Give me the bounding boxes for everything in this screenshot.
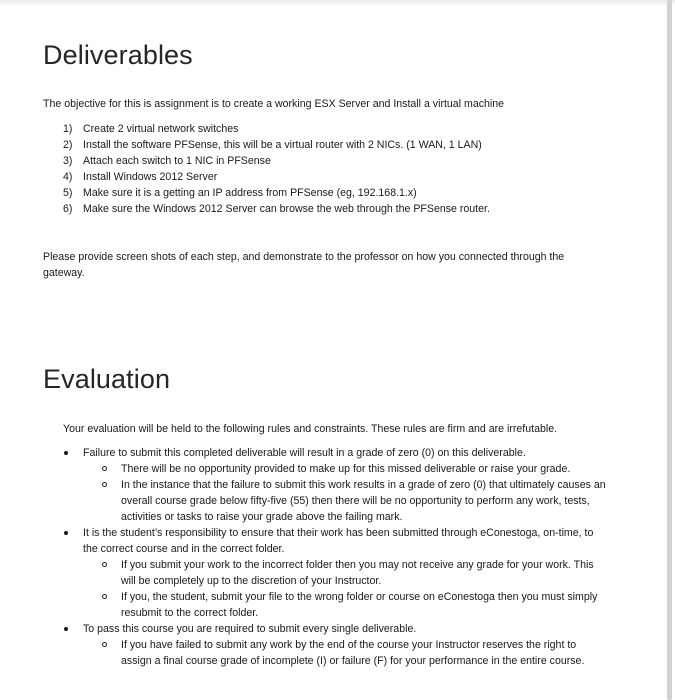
- bullet-icon: [64, 531, 68, 535]
- sub-rule-text: If you, the student, submit your file to the wrong folder or course on eConestoga then you must simply: [121, 591, 598, 603]
- evaluation-heading: Evaluation: [43, 364, 171, 394]
- rule-text: Failure to submit this completed deliverable will result in a grade of zero (0) on this deliverable.: [83, 447, 526, 459]
- step-number: 5): [63, 187, 73, 199]
- sub-bullet-icon: [102, 594, 107, 599]
- step-text: Make sure the Windows 2012 Server can browse the web through the PFSense router.: [83, 203, 490, 215]
- sub-rule-text: activities or tasks to raise your grade above the failing mark.: [121, 511, 403, 523]
- step-number: 2): [63, 139, 73, 151]
- sub-bullet-icon: [102, 482, 107, 487]
- deliverables-note-line: gateway.: [43, 267, 85, 279]
- rule-text: the correct course and in the correct folder.: [83, 543, 285, 555]
- rule-text: It is the student’s responsibility to ensure that their work has been submitted through eConestoga, on-time, to: [83, 527, 594, 539]
- sub-rule-text: There will be no opportunity provided to make up for this missed deliverable or raise your grade.: [121, 463, 571, 475]
- sub-rule-text: will be completely up to the discretion of your Instructor.: [121, 575, 382, 587]
- deliverables-intro: The objective for this is assignment is to create a working ESX Server and Install a virtual machine: [43, 98, 505, 110]
- sub-rule-text: overall course grade below fifty-five (55) then there will be no opportunity to perform any work, tests,: [121, 495, 590, 507]
- deliverables-heading: Deliverables: [43, 40, 193, 70]
- step-number: 6): [63, 203, 73, 215]
- step-text: Create 2 virtual network switches: [83, 123, 239, 135]
- evaluation-intro: Your evaluation will be held to the following rules and constraints. These rules are firm and are irrefutable.: [63, 423, 558, 435]
- sub-rule-text: resubmit to the correct folder.: [121, 607, 259, 619]
- rule-text: To pass this course you are required to submit every single deliverable.: [83, 623, 417, 635]
- step-number: 1): [63, 123, 73, 135]
- step-text: Install the software PFSense, this will be a virtual router with 2 NICs. (1 WAN, 1 LAN): [83, 139, 482, 151]
- step-text: Install Windows 2012 Server: [83, 171, 218, 183]
- bullet-icon: [64, 451, 68, 455]
- step-number: 4): [63, 171, 73, 183]
- step-text: Attach each switch to 1 NIC in PFSense: [83, 155, 271, 167]
- sub-bullet-icon: [102, 562, 107, 567]
- sub-rule-text: If you have failed to submit any work by the end of the course your Instructor reserves the right to: [121, 639, 577, 651]
- sub-bullet-icon: [102, 466, 107, 471]
- step-text: Make sure it is a getting an IP address from PFSense (eg, 192.168.1.x): [83, 187, 417, 199]
- sub-rule-text: assign a final course grade of incomplete (I) or failure (F) for your performance in the entire course.: [121, 655, 585, 667]
- sub-rule-text: In the instance that the failure to submit this work results in a grade of zero (0) that ultimately causes an: [121, 479, 606, 491]
- sub-rule-text: If you submit your work to the incorrect folder then you may not receive any grade for your work. This: [121, 559, 594, 571]
- deliverables-note-line: Please provide screen shots of each step, and demonstrate to the professor on how you connected through the: [43, 251, 565, 263]
- step-number: 3): [63, 155, 73, 167]
- sub-bullet-icon: [102, 642, 107, 647]
- bullet-icon: [64, 627, 68, 631]
